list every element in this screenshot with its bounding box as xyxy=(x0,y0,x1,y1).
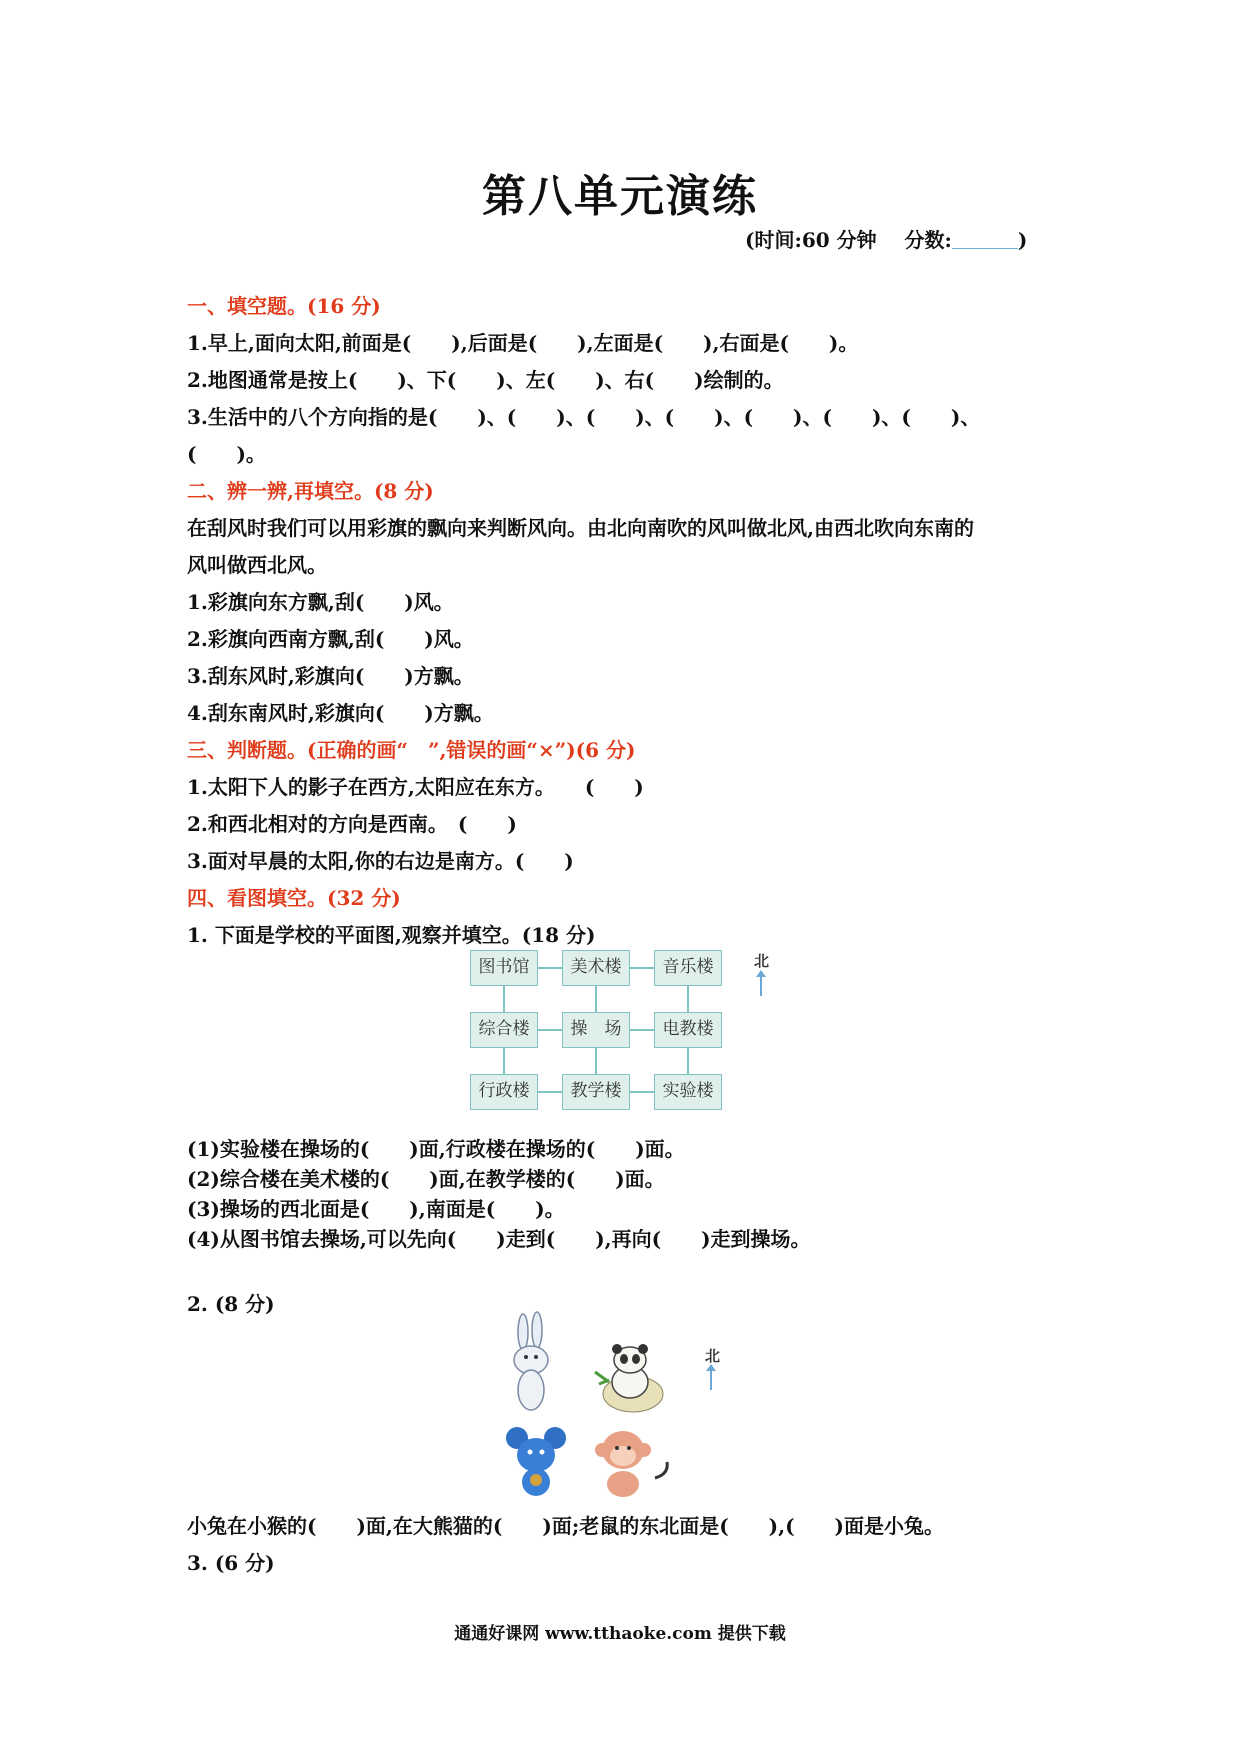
building-teaching: 教学楼 xyxy=(562,1074,630,1110)
s3-question-3: 3.面对早晨的太阳,你的右边是南方。( ) xyxy=(187,849,574,873)
exam-meta xyxy=(745,224,1027,253)
building-lab: 实验楼 xyxy=(654,1074,722,1110)
s2-intro-line-1: 在刮风时我们可以用彩旗的飘向来判断风向。由北向南吹的风叫做北风,由西北吹向东南的 xyxy=(187,516,974,540)
building-art: 美术楼 xyxy=(562,950,630,986)
s4-question-3-title: 3. (6 分) xyxy=(187,1551,275,1575)
map-connector xyxy=(630,967,654,969)
s4-question-2-title: 2. (8 分) xyxy=(187,1292,275,1316)
panda-icon xyxy=(595,1344,663,1412)
map-connector xyxy=(687,1048,689,1074)
section-3-heading: 三、判断题。(正确的画“ ”,错误的画“×”)(6 分) xyxy=(187,738,636,762)
time-label: (时间:60 分钟 xyxy=(745,228,877,252)
mouse-icon xyxy=(506,1427,566,1496)
map-connector xyxy=(538,1029,562,1031)
building-av: 电教楼 xyxy=(654,1012,722,1048)
s4-q1-part-4: (4)从图书馆去操场,可以先向( )走到( ),再向( )走到操场。 xyxy=(187,1227,811,1251)
map-connector xyxy=(595,986,597,1012)
map-connector xyxy=(630,1091,654,1093)
s4-question-2-text: 小兔在小猴的( )面,在大熊猫的( )面;老鼠的东北面是( ),( )面是小兔。 xyxy=(187,1514,945,1538)
north-arrow-icon xyxy=(760,976,762,996)
s2-question-3: 3.刮东风时,彩旗向( )方飘。 xyxy=(187,664,474,688)
s2-question-1: 1.彩旗向东方飘,刮( )风。 xyxy=(187,590,454,614)
page-title: 第八单元演练 xyxy=(482,171,758,222)
building-library: 图书馆 xyxy=(470,950,538,986)
score-blank xyxy=(952,230,1018,249)
s4-q1-part-2: (2)综合楼在美术楼的( )面,在教学楼的( )面。 xyxy=(187,1167,665,1191)
building-general: 综合楼 xyxy=(470,1012,538,1048)
building-playground: 操 场 xyxy=(562,1012,630,1048)
monkey-icon xyxy=(595,1431,667,1497)
map-connector xyxy=(538,1091,562,1093)
map-north-label: 北 xyxy=(754,952,770,970)
s1-question-1: 1.早上,面向太阳,前面是( ),后面是( ),左面是( ),右面是( )。 xyxy=(187,331,859,355)
s1-question-3a: 3.生活中的八个方向指的是( )、( )、( )、( )、( )、( )、( )、 xyxy=(187,405,981,429)
s1-question-2: 2.地图通常是按上( )、下( )、左( )、右( )绘制的。 xyxy=(187,368,784,392)
building-admin: 行政楼 xyxy=(470,1074,538,1110)
school-map xyxy=(470,950,780,1120)
building-music: 音乐楼 xyxy=(654,950,722,986)
s4-q1-part-3: (3)操场的西北面是( ),南面是( )。 xyxy=(187,1197,565,1221)
map-connector xyxy=(538,967,562,969)
section-1-heading: 一、填空题。(16 分) xyxy=(187,294,381,318)
map-connector xyxy=(503,1048,505,1074)
s4-q1-part-1: (1)实验楼在操场的( )面,行政楼在操场的( )面。 xyxy=(187,1137,685,1161)
map-connector xyxy=(687,986,689,1012)
meta-close: ) xyxy=(1017,228,1028,252)
s1-question-3b: ( )。 xyxy=(187,442,266,466)
s3-question-1: 1.太阳下人的影子在西方,太阳应在东方。 ( ) xyxy=(187,775,644,799)
s4-question-1-title: 1. 下面是学校的平面图,观察并填空。(18 分) xyxy=(187,923,596,947)
animals-north-arrow-icon xyxy=(710,1370,712,1390)
section-2-heading: 二、辨一辨,再填空。(8 分) xyxy=(187,479,434,503)
page-footer: 通通好课网 www.tthaoke.com 提供下载 xyxy=(454,1624,786,1644)
map-connector xyxy=(503,986,505,1012)
map-connector xyxy=(630,1029,654,1031)
animals-north-label: 北 xyxy=(705,1347,721,1365)
section-4-heading: 四、看图填空。(32 分) xyxy=(187,886,401,910)
s2-question-2: 2.彩旗向西南方飘,刮( )风。 xyxy=(187,627,474,651)
map-connector xyxy=(595,1048,597,1074)
score-label: 分数: xyxy=(904,228,952,252)
s2-question-4: 4.刮东南风时,彩旗向( )方飘。 xyxy=(187,701,494,725)
animal-illustration xyxy=(505,1310,745,1500)
s2-intro-line-2: 风叫做西北风。 xyxy=(187,553,327,577)
s3-question-2: 2.和西北相对的方向是西南。 ( ) xyxy=(187,812,517,836)
rabbit-icon xyxy=(514,1312,548,1410)
